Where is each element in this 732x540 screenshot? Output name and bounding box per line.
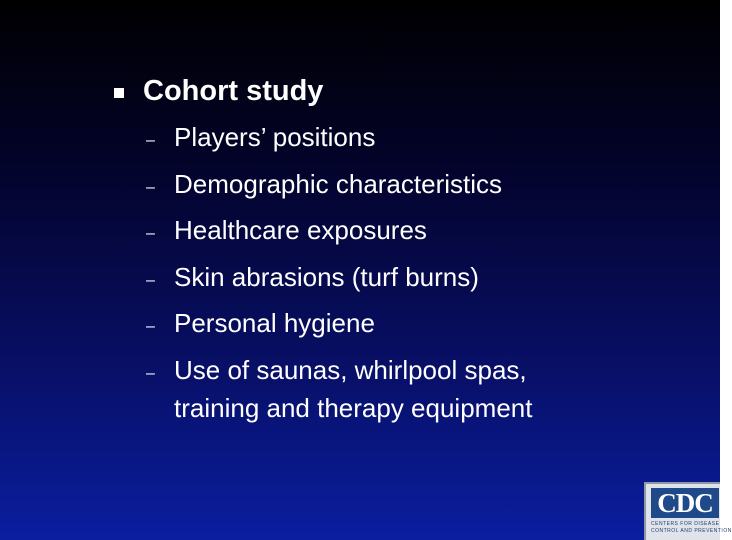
cdc-logo-mark [651, 488, 719, 518]
dash-bullet-icon: – [146, 271, 155, 289]
dash-bullet-icon: – [146, 225, 155, 242]
sub-bullet-text: Personal hygiene [174, 308, 375, 338]
dash-bullet-icon: – [146, 318, 155, 335]
cdc-logo-letters: CDC [657, 487, 713, 518]
cdc-logo-tagline [651, 521, 732, 535]
sub-bullet-item [146, 209, 532, 256]
sub-bullet-item [146, 349, 532, 427]
sub-bullet-text-line: Use of saunas, whirlpool spas, [174, 354, 527, 385]
sub-bullet-list [146, 116, 532, 427]
slide-heading: Cohort study [143, 75, 324, 107]
dash-bullet-icon: – [146, 178, 155, 196]
cdc-logo [644, 482, 732, 540]
sub-bullet-item [146, 116, 532, 163]
sub-bullet-text: Players’ positions [174, 122, 376, 152]
dash-bullet-icon: – [146, 364, 155, 382]
dash-bullet-icon: – [146, 132, 155, 149]
sub-bullet-text: Healthcare exposures [174, 215, 427, 245]
square-bullet-icon [114, 88, 124, 98]
cdc-logo-tagline-2: CONTROL AND PREVENTION [651, 528, 732, 534]
sub-bullet-item [146, 163, 532, 210]
sub-bullet-text: Skin abrasions (turf burns) [174, 261, 479, 292]
main-bullet [114, 74, 323, 108]
sub-bullet-item [146, 302, 532, 349]
sub-bullet-text-line: training and therapy equipment [174, 392, 533, 423]
cdc-logo-tagline-1: CENTERS FOR DISEASE [651, 521, 720, 527]
sub-bullet-text [174, 349, 532, 427]
sub-bullet-text: Demographic characteristics [174, 168, 503, 199]
sub-bullet-item [146, 256, 532, 303]
